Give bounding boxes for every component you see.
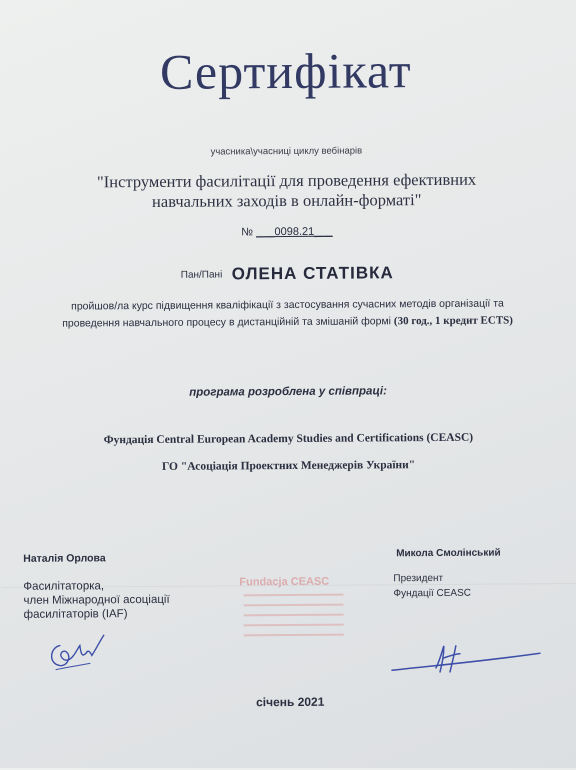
issue-date: січень 2021 [256, 694, 325, 710]
certificate-subtitle: учасника\учасниці циклу вебінарів [210, 145, 363, 158]
left-signature [46, 631, 108, 673]
recipient-prefix: Пан/Пані [180, 269, 223, 281]
body-text-credits: (30 год., 1 кредит ECTS) [393, 314, 513, 328]
stamp-lines [243, 594, 343, 645]
program-cooperation: програма розроблена у співпраці: [189, 385, 387, 399]
recipient-line [0, 262, 575, 286]
course-title-line-1: "Інструменти фасилітації для проведення ефективних [96, 169, 477, 192]
body-text-line-1: пройшов/ла курс підвищення кваліфікації з застосування сучасних методів організації та [71, 297, 504, 313]
right-signatory-role: Президент Фундації CEASC [393, 572, 471, 600]
number-prefix: № [241, 226, 254, 239]
certificate-number [0, 224, 575, 240]
course-title-line-2: навчальних заходів в онлайн-форматі" [151, 190, 422, 211]
body-text-main: проведення навчального процесу в дистанційній та змішаній формі [62, 315, 394, 330]
organization-2: ГО "Асоціація Проектних Менеджерів України" [161, 459, 416, 473]
right-signatory-name: Микола Смолінський [396, 547, 501, 560]
recipient-name: ОЛЕНА СТАТІВКА [231, 263, 394, 284]
body-text-line-2 [0, 314, 576, 330]
number-value: ___0098.21___ [256, 225, 333, 239]
organization-1: Фундація Central European Academy Studies and Certifications (CEASC) [103, 431, 474, 447]
left-signatory-name: Наталія Орлова [23, 552, 106, 565]
left-signatory-role: Фасилітаторка, член Міжнародної асоціації фасилітаторів (IAF) [23, 580, 170, 621]
right-signature [390, 643, 550, 680]
certificate-title: Сертифікат [159, 42, 412, 100]
stamp-title: Fundacja CEASC [239, 575, 330, 589]
stamp-seal [233, 572, 359, 645]
